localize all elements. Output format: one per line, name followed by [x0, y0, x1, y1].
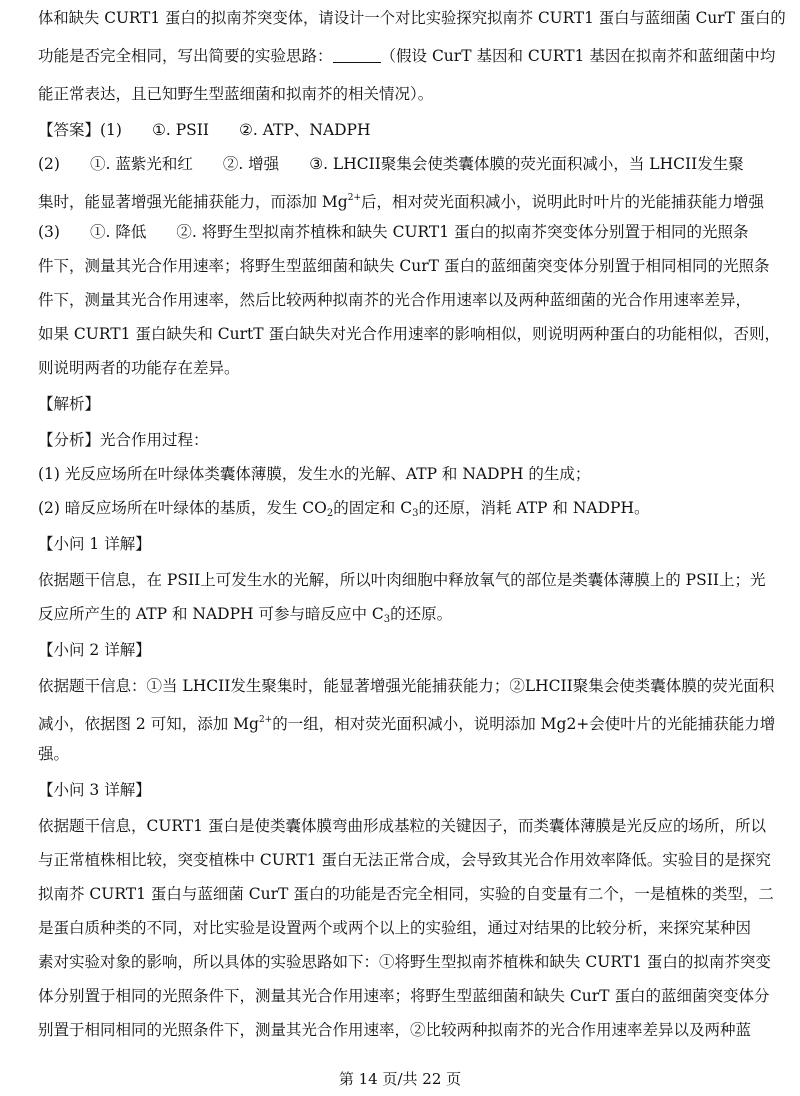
answer-q2-line-2: 集时，能显著增强光能捕获能力，而添加 $Mg^{2+}$后，相对荧光面积减小，说明此时叶片的光能捕获能力增强 — [38, 193, 765, 211]
answer-q3-line-4: 如果 CURT1 蛋白缺失和 CurtT 蛋白缺失对光合作用速率的影响相似，则说明两种蛋白的功能相似，否则， — [38, 325, 781, 343]
question-line-3: 能正常表达，且已知野生型蓝细菌和拟南芥的相关情况）。 — [38, 85, 434, 103]
detail-3-line-1: 依据题干信息，CURT1 蛋白是使类囊体膜弯曲形成基粒的关键因子，而类囊体薄膜是光反应的场所，所以 — [38, 817, 766, 835]
answer-line-1: 【答案】(1) ①. PSII ②. ATP、NADPH — [38, 121, 371, 139]
detail-3-line-7: 别置于相同相同的光照条件下，测量其光合作用速率，②比较两种拟南芥的光合作用速率差异以及两种蓝 — [38, 1021, 752, 1039]
detail-3-line-4: 是蛋白质种类的不同，对比实验是设置两个或两个以上的实验组，通过对结果的比较分析，来探究某种因 — [38, 919, 752, 937]
detail-2-line-3: 强。 — [38, 745, 70, 763]
analysis-point-1: (1) 光反应场所在叶绿体类囊体薄膜，发生水的光解、ATP 和 NADPH 的生成； — [38, 465, 591, 483]
question-line-2: 功能是否完全相同，写出简要的实验思路： （假设 CurT 基因和 CURT1 基因在拟南芥和蓝细菌中均 — [38, 47, 776, 65]
answer-q3-line-2: 件下，测量其光合作用速率；将野生型蓝细菌和缺失 CurT 蛋白的蓝细菌突变体分别置于相同相同的光照条 — [38, 257, 770, 275]
detail-2-label: 【小问 2 详解】 — [38, 641, 151, 659]
question-line-1: 体和缺失 CURT1 蛋白的拟南芥突变体，请设计一个对比实验探究拟南芥 CURT1 蛋白与蓝细菌 CurT 蛋白的 — [38, 9, 786, 27]
answer-q3-line-5: 则说明两者的功能存在差异。 — [38, 359, 240, 377]
detail-3-line-3: 拟南芥 CURT1 蛋白与蓝细菌 CurT 蛋白的功能是否完全相同，实验的自变量有二个，一是植株的类型，二 — [38, 885, 774, 903]
detail-2-line-2: 减小，依据图 2 可知，添加 $Mg^{2+}$的一组，相对荧光面积减小，说明添加 Mg2+会使叶片的光能捕获能力增 — [38, 715, 776, 733]
answer-q3-line-3: 件下，测量其光合作用速率，然后比较两种拟南芥的光合作用速率以及两种蓝细菌的光合作用速率差异， — [38, 291, 752, 309]
detail-3-line-5: 素对实验对象的影响，所以具体的实验思路如下：①将野生型拟南芥植株和缺失 CURT1 蛋白的拟南芥突变 — [38, 953, 771, 971]
answer-blank — [333, 48, 381, 63]
detail-3-label: 【小问 3 详解】 — [38, 781, 151, 799]
detail-1-line-2: 反应所产生的 ATP 和 NADPH 可参与暗反应中 $C_3$的还原。 — [38, 605, 453, 625]
detail-3-line-2: 与正常植株相比较，突变植株中 CURT1 蛋白无法正常合成，会导致其光合作用效率降低。实验目的是探究 — [38, 851, 771, 869]
detail-1-label: 【小问 1 详解】 — [38, 535, 151, 553]
analysis-line: 【分析】光合作用过程： — [38, 431, 209, 449]
answer-q3-line-1: (3) ①. 降低 ②. 将野生型拟南芥植株和缺失 CURT1 蛋白的拟南芥突变体分别置于相同的光照条 — [38, 223, 749, 241]
detail-3-line-6: 体分别置于相同的光照条件下，测量其光合作用速率；将野生型蓝细菌和缺失 CurT 蛋白的蓝细菌突变体分 — [38, 987, 770, 1005]
analysis-point-2: (2) 暗反应场所在叶绿体的基质，发生 $CO_2$的固定和 $C_3$的还原，消耗 ATP 和 NADPH。 — [38, 499, 650, 519]
detail-1-line-1: 依据题干信息，在 PSII上可发生水的光解，所以叶肉细胞中释放氧气的部位是类囊体薄膜上的 PSII上；光 — [38, 571, 766, 589]
page-footer: 第 14 页/共 22 页 — [338, 1070, 462, 1088]
answer-q2-line-1: (2) ①. 蓝紫光和红 ②. 增强 ③. LHCII聚集会使类囊体膜的荧光面积减小，当 LHCII发生聚 — [38, 155, 744, 173]
detail-2-line-1: 依据题干信息：①当 LHCII发生聚集时，能显著增强光能捕获能力；②LHCII聚集会使类囊体膜的荧光面积 — [38, 677, 775, 695]
analysis-label: 【解析】 — [38, 395, 101, 413]
